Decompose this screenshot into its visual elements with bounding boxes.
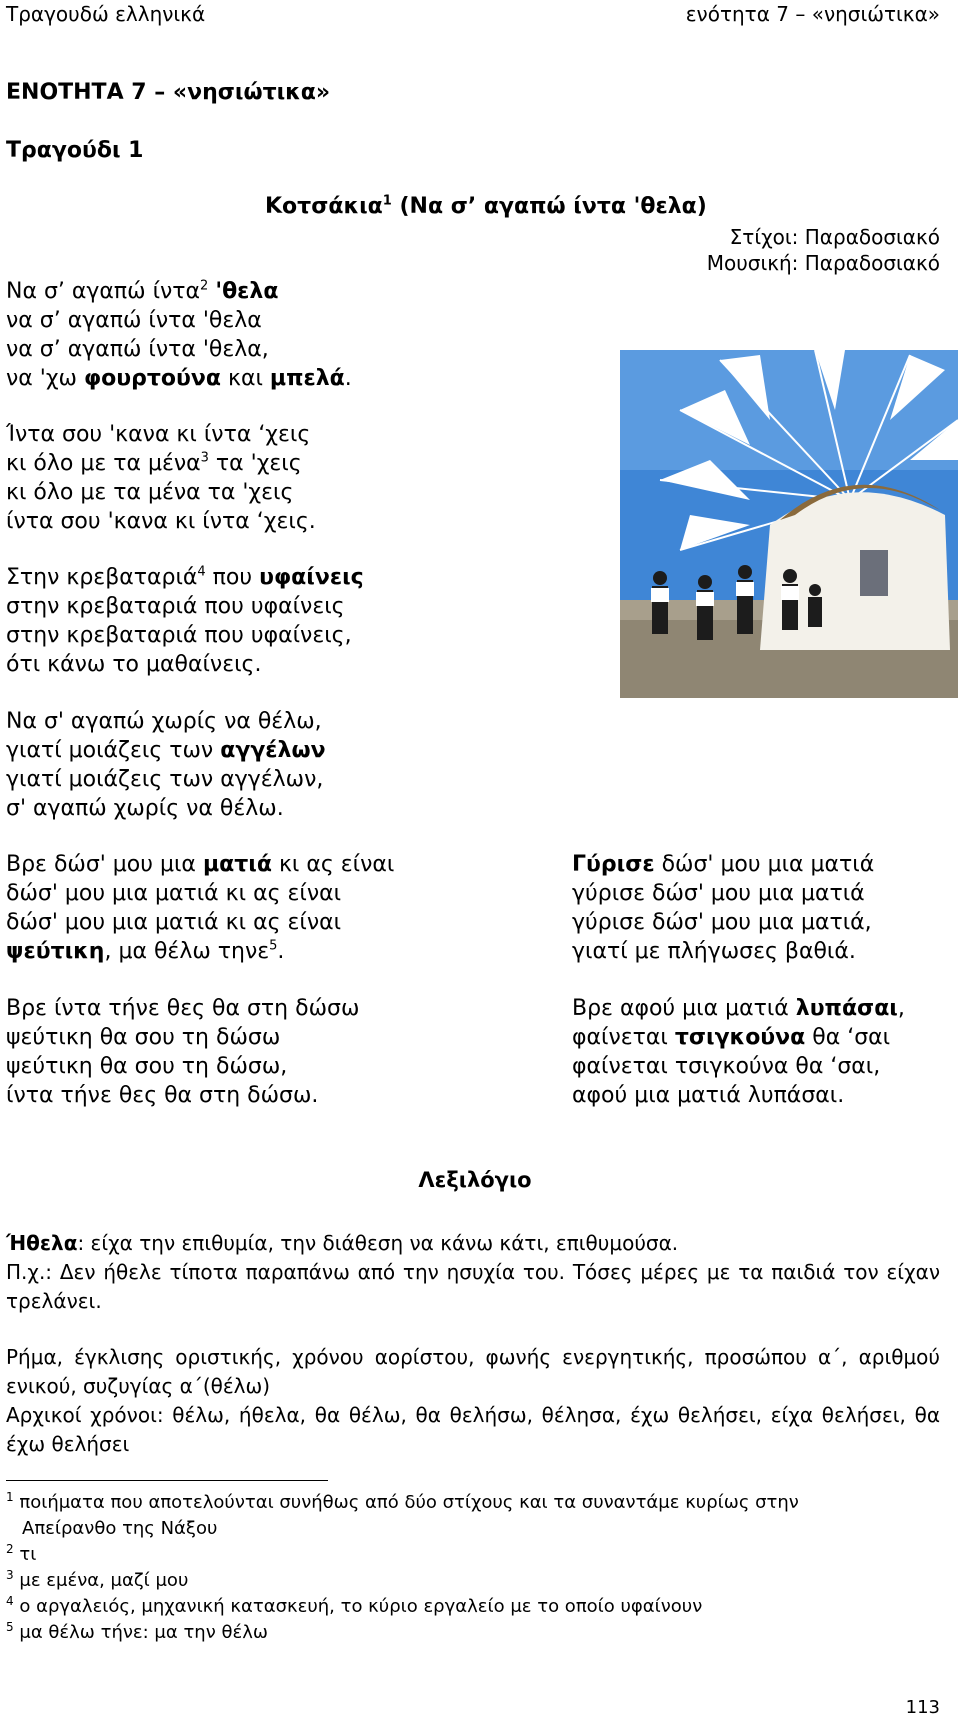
song-label: Τραγούδι 1 [6,138,144,163]
header-right: ενότητα 7 – «νησιώτικα» [685,2,940,26]
footnote-rule [6,1480,328,1481]
header-left: Τραγουδώ ελληνικά [6,2,206,26]
stanza-7: Γύρισε δώσ' μου μια ματιά γύρισε δώσ' μου μια ματιά γύρισε δώσ' μου μια ματιά, γιατί με πλήγωσες βαθιά. [572,852,875,964]
footnote-1: $^1$ ποιήματα που αποτελούνται συνήθως από δύο στίχους και τα συναντάμε κυρίως στην Απείρανθο της Νάξου [6,1490,799,1539]
vocabulary-heading: Λεξιλόγιο [418,1168,532,1192]
credits [707,224,940,276]
music-credit: Μουσική: Παραδοσιακό [706,251,940,275]
stanza-5: Βρε δώσ' μου μια ματιά κι ας είναι δώσ' μου μια ματιά κι ας είναι δώσ' μου μια ματιά κι ας είναι ψεύτικη, μα θέλω τηνε$^5$. [6,852,395,964]
vocabulary-definition: Ήθελα: είχα την επιθυμία, την διάθεση να κάνω κάτι, επιθυμούσα. [6,1231,679,1255]
section-title: ΕΝΟΤΗΤΑ 7 – «νησιώτικα» [6,80,331,105]
footnote-5: $^5$ μα θέλω τήνε: μα την θέλω [6,1620,268,1643]
vocabulary-tenses: Αρχικοί χρόνοι: θέλω, ήθελα, θα θέλω, θα θελήσω, θέλησα, έχω θελήσει, είχα θελήσει, θα έχω θελήσει [6,1403,940,1456]
footnotes [6,1490,926,1646]
stanza-3: Στην κρεβαταριά$^4$ που υφαίνεις στην κρεβαταριά που υφαίνεις στην κρεβαταριά που υφαίνεις, ότι κάνω το μαθαίνεις. [6,564,364,677]
stanza-6: Βρε ίντα τήνε θες θα στη δώσω ψεύτικη θα σου τη δώσω ψεύτικη θα σου τη δώσω, ίντα τήνε θες θα στη δώσω. [6,996,360,1108]
page-number: 113 [905,1697,940,1718]
stanza-8: Βρε αφού μια ματιά λυπάσαι, φαίνεται τσιγκούνα θα ‘σαι φαίνεται τσιγκούνα θα ‘σαι, αφού μια ματιά λυπάσαι. [572,996,905,1108]
footnote-3: $^3$ με εμένα, μαζί μου [6,1568,189,1591]
stanza-4: Να σ' αγαπώ χωρίς να θέλω, γιατί μοιάζεις των αγγέλων γιατί μοιάζεις των αγγέλων, σ' αγαπώ χωρίς να θέλω. [6,709,326,821]
stanza-2: Ίντα σου 'κανα κι ίντα ‘χεις κι όλο με τα μένα$^3$ τα 'χεις κι όλο με τα μένα τα 'χεις ίντα σου 'κανα κι ίντα ‘χεις. [6,422,316,534]
vocabulary-grammar: Ρήμα, έγκλισης οριστικής, χρόνου αορίστου, φωνής ενεργητικής, προσώπου α΄, αριθμού ενικού, συζυγίας α΄(θέλω) [6,1345,940,1398]
vocabulary-example: Π.χ.: Δεν ήθελε τίποτα παραπάνω από την ησυχία του. Τόσες μέρες με τα παιδιά τον είχαν τρελάνει. [6,1260,940,1313]
song-title: Κοτσάκια$^1$ (Να σ’ αγαπώ ίντα 'θελα) [265,193,707,219]
footnote-4: $^4$ ο αργαλειός, μηχανική κατασκευή, το κύριο εργαλείο με το οποίο υφαίνουν [6,1594,703,1617]
stanza-1: Να σ’ αγαπώ ίντα$^2$ 'θελα να σ’ αγαπώ ίντα 'θελα να σ’ αγαπώ ίντα 'θελα, να 'χω φουρτούνα και μπελά. [6,278,352,391]
footnote-2: $^2$ τι [6,1542,37,1565]
lyrics-credit: Στίχοι: Παραδοσιακό [729,225,940,249]
windmill-dancers-photo [620,350,958,698]
